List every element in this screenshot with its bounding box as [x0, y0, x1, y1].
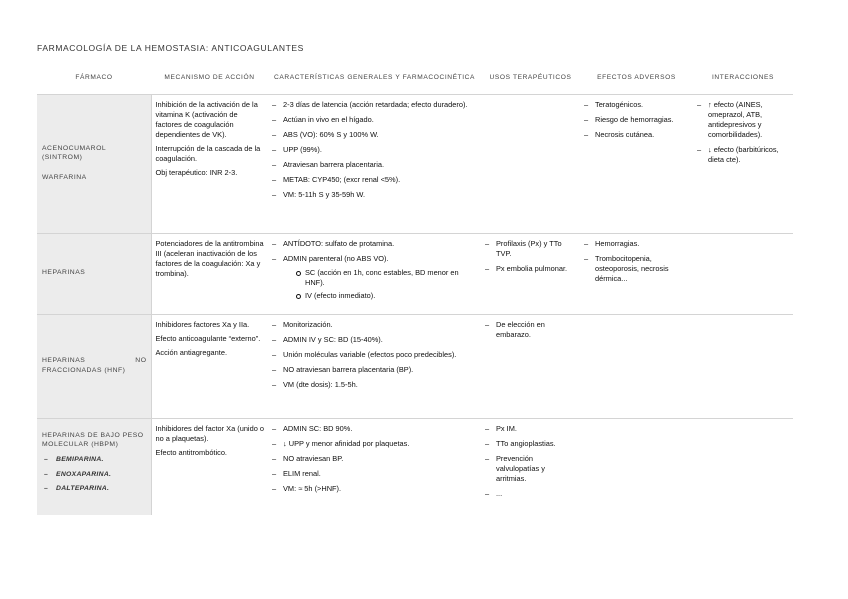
drug-name: ACENOCUMAROL (SINTROM)	[42, 145, 106, 162]
mechanism-cell	[151, 419, 268, 515]
sub-list-item: SC (acción en 1h, conc estables, BD menor en HNF).	[295, 268, 477, 288]
drug-cell	[37, 315, 151, 419]
characteristics-cell	[268, 315, 481, 419]
uses-cell	[481, 234, 580, 315]
list-item: – Hemorragias.	[584, 239, 689, 249]
adverse-cell	[580, 419, 693, 515]
characteristics-cell	[268, 95, 481, 234]
uses-cell	[481, 315, 580, 419]
uses-cell	[481, 95, 580, 234]
list-item: – VM: ≈ 5h (>HNF).	[272, 484, 477, 494]
header-row	[37, 63, 793, 95]
drug-cell	[37, 419, 151, 515]
cell-text: Inhibición de la activación de la vitamina K (activación de factores de coagulación dependientes de VK).	[155, 100, 258, 139]
adverse-cell	[580, 95, 693, 234]
interactions-cell	[693, 419, 793, 515]
cell-text: Efecto antitrombótico.	[155, 447, 227, 457]
uses-cell	[481, 419, 580, 515]
drug-name: HEPARINAS	[42, 269, 86, 277]
drug-name: FRACCIONADAS (HNF)	[42, 366, 126, 374]
drug-cell	[37, 234, 151, 315]
table-row	[37, 234, 793, 315]
cell-text: Obj terapéutico: INR 2-3.	[155, 167, 238, 177]
list-item: – ↑ efecto (AINES, omeprazol, ATB, antidepresivos y comorbilidades).	[697, 100, 789, 140]
list-item: – Atraviesan barrera placentaria.	[272, 160, 477, 170]
list-item: – UPP (99%).	[272, 145, 477, 155]
list-item: – 2-3 días de latencia (acción retardada; efecto duradero).	[272, 100, 477, 110]
drug-list-item: – ENOXAPARINA.	[42, 470, 147, 479]
list-item: – Riesgo de hemorragias.	[584, 115, 689, 125]
list-item: – Px IM.	[485, 424, 576, 434]
sub-list-item: IV (efecto inmediato).	[295, 291, 477, 301]
table-row	[37, 315, 793, 419]
drug-list-item: – BEMIPARINA.	[42, 455, 147, 464]
list-item: – ELIM renal.	[272, 469, 477, 479]
list-item: – ADMIN SC: BD 90%.	[272, 424, 477, 434]
list-item-text: ADMIN parenteral (no ABS VO).	[283, 253, 389, 263]
drug-list-item: – DALTEPARINA.	[42, 484, 147, 493]
list-item: – VM: 5-11h S y 35-59h W.	[272, 190, 477, 200]
characteristics-cell	[268, 419, 481, 515]
header-mecanismo: MECANISMO DE ACCIÓN	[164, 74, 255, 82]
list-item: – Necrosis cutánea.	[584, 130, 689, 140]
cell-text: Interrupción de la cascada de la coagulación.	[155, 143, 261, 163]
list-item: – Monitorización.	[272, 320, 477, 330]
header-efectos: EFECTOS ADVERSOS	[597, 74, 676, 82]
header-farmaco: FÁRMACO	[75, 74, 113, 82]
adverse-cell	[580, 315, 693, 419]
cell-text: Inhibidores del factor Xa (unido o no a plaquetas).	[155, 424, 264, 443]
anticoagulants-table	[37, 63, 793, 515]
table-row	[37, 419, 793, 515]
interactions-cell	[693, 234, 793, 315]
list-item: – Actúan in vivo en el hígado.	[272, 115, 477, 125]
list-item: – Teratogénicos.	[584, 100, 689, 110]
list-item: – ABS (VO): 60% S y 100% W.	[272, 130, 477, 140]
interactions-cell	[693, 315, 793, 419]
mechanism-cell	[151, 234, 268, 315]
table-row	[37, 95, 793, 234]
cell-text: Efecto anticoagulante “externo”.	[155, 333, 261, 343]
list-item: – NO atraviesan barrera placentaria (BP).	[272, 365, 477, 375]
drug-name-word: NO	[135, 357, 147, 365]
header-caracteristicas: CARACTERÍSTICAS GENERALES Y FARMACOCINÉTICA	[273, 74, 476, 82]
cell-text: Inhibidores factores Xa y IIa.	[155, 320, 250, 329]
list-item: – TTo angioplastias.	[485, 439, 576, 449]
list-item	[272, 254, 477, 301]
header-usos: USOS TERAPÉUTICOS	[489, 74, 572, 82]
cell-text: Potenciadores de la antitrombina III (aceleran inactivación de los factores de la coagulación: Xa y trombina).	[155, 239, 264, 278]
list-item: – ↓ UPP y menor afinidad por plaquetas.	[272, 439, 477, 449]
list-item: – De elección en embarazo.	[485, 320, 576, 340]
interactions-cell	[693, 95, 793, 234]
list-item: – Unión moléculas variable (efectos poco predecibles).	[272, 350, 477, 360]
drug-name	[42, 356, 147, 365]
list-item: – ADMIN IV y SC: BD (15-40%).	[272, 335, 477, 345]
list-item: – VM (dte dosis): 1.5-5h.	[272, 380, 477, 390]
mechanism-cell	[151, 315, 268, 419]
mechanism-cell	[151, 95, 268, 234]
adverse-cell	[580, 234, 693, 315]
list-item: – Trombocitopenia, osteoporosis, necrosis dérmica...	[584, 254, 689, 284]
drug-cell	[37, 95, 151, 234]
list-item: – ↓ efecto (barbitúricos, dieta cte).	[697, 145, 789, 165]
list-item: – ANTÍDOTO: sulfato de protamina.	[272, 239, 477, 249]
list-item: – Profilaxis (Px) y TTo TVP.	[485, 239, 576, 259]
list-item: – ...	[485, 489, 576, 499]
list-item: – METAB: CYP450; (excr renal <5%).	[272, 175, 477, 185]
page-title: FARMACOLOGÍA DE LA HEMOSTASIA: ANTICOAGULANTES	[37, 43, 304, 53]
drug-name: HEPARINAS DE BAJO PESO MOLECULAR (HBPM)	[42, 432, 144, 449]
characteristics-cell	[268, 234, 481, 315]
drug-name-word: HEPARINAS	[42, 357, 86, 365]
cell-text: Acción antiagregante.	[155, 347, 227, 357]
header-interacciones: INTERACCIONES	[711, 74, 775, 82]
drug-name: WARFARINA	[42, 173, 87, 181]
list-item: – Prevención valvulopatías y arritmias.	[485, 454, 576, 484]
list-item: – Px embolia pulmonar.	[485, 264, 576, 274]
list-item: – NO atraviesan BP.	[272, 454, 477, 464]
